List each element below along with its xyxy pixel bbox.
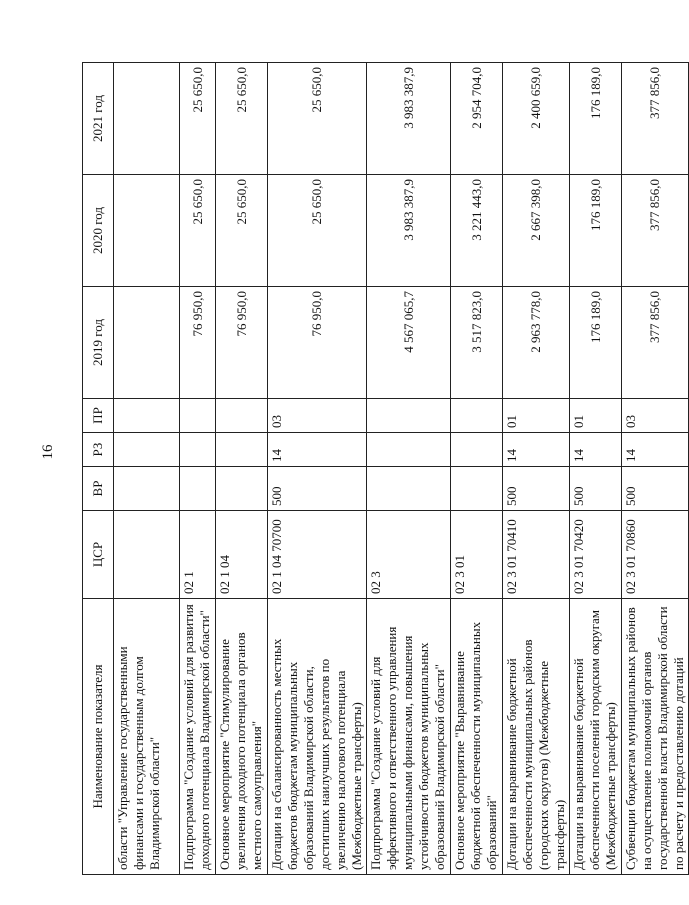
cell-csr: 02 3 01 70860 <box>622 511 689 599</box>
cell-y2021: 377 856,0 <box>622 63 689 175</box>
table-row <box>367 63 451 875</box>
cell-rz: 14 <box>503 433 570 467</box>
table-header-row <box>83 63 114 875</box>
header-pr: ПР <box>83 399 114 433</box>
cell-vr: 500 <box>570 467 622 511</box>
cell-name: Подпрограмма "Создание условий для эффективного и ответственного управления муниципальными финансами, повышения устойчивости бюджетов муниципальных образований Владимирской области" <box>367 599 451 875</box>
cell-name: Дотации на выравнивание бюджетной обеспеченности муниципальных районов (городских округов) (Межбюджетные трансферты) <box>503 599 570 875</box>
table-row <box>216 63 268 875</box>
cell-y2020: 25 650,0 <box>216 175 268 287</box>
cell-vr <box>114 467 180 511</box>
cell-csr <box>114 511 180 599</box>
cell-y2019: 3 517 823,0 <box>451 287 503 399</box>
table-row <box>114 63 180 875</box>
cell-rz: 14 <box>622 433 689 467</box>
cell-vr: 500 <box>268 467 367 511</box>
header-2021: 2021 год <box>83 63 114 175</box>
cell-y2019: 377 856,0 <box>622 287 689 399</box>
cell-rz <box>367 433 451 467</box>
cell-name: Дотации на выравнивание бюджетной обеспеченности поселений городским округам (Межбюджетные трансферты) <box>570 599 622 875</box>
header-2019: 2019 год <box>83 287 114 399</box>
cell-y2020: 25 650,0 <box>180 175 216 287</box>
cell-y2021: 25 650,0 <box>268 63 367 175</box>
budget-table <box>82 62 689 875</box>
cell-rz <box>180 433 216 467</box>
cell-name: Основное мероприятие "Выравнивание бюджетной обеспеченности муниципальных образований" <box>451 599 503 875</box>
cell-y2020 <box>114 175 180 287</box>
table-row <box>180 63 216 875</box>
cell-y2021: 176 189,0 <box>570 63 622 175</box>
cell-name: Подпрограмма "Создание условий для развития доходного потенциала Владимирской области" <box>180 599 216 875</box>
page-number: 16 <box>39 444 56 460</box>
cell-csr: 02 3 01 <box>451 511 503 599</box>
table-row <box>451 63 503 875</box>
cell-rz <box>216 433 268 467</box>
cell-name: Субвенции бюджетам муниципальных районов на осуществление полномочий органов государственной власти Владимирской области по расчету и предоставлению дотаций <box>622 599 689 875</box>
cell-pr <box>216 399 268 433</box>
cell-vr <box>216 467 268 511</box>
budget-table-container <box>82 63 686 875</box>
rotated-table-frame <box>82 63 686 875</box>
cell-rz <box>114 433 180 467</box>
cell-y2019: 76 950,0 <box>216 287 268 399</box>
cell-csr: 02 3 01 70420 <box>570 511 622 599</box>
header-2020: 2020 год <box>83 175 114 287</box>
cell-pr <box>367 399 451 433</box>
header-name: Наименование показателя <box>83 599 114 875</box>
cell-y2019: 4 567 065,7 <box>367 287 451 399</box>
cell-y2020: 3 221 443,0 <box>451 175 503 287</box>
cell-y2020: 25 650,0 <box>268 175 367 287</box>
cell-pr: 01 <box>503 399 570 433</box>
cell-y2019: 76 950,0 <box>180 287 216 399</box>
cell-y2019: 176 189,0 <box>570 287 622 399</box>
cell-y2021 <box>114 63 180 175</box>
table-row <box>268 63 367 875</box>
cell-pr <box>451 399 503 433</box>
cell-pr <box>114 399 180 433</box>
cell-vr <box>367 467 451 511</box>
cell-rz: 14 <box>570 433 622 467</box>
cell-pr: 03 <box>622 399 689 433</box>
cell-name: Основное мероприятие "Стимулирование увеличения доходного потенциала органов местного самоуправления" <box>216 599 268 875</box>
header-rz: РЗ <box>83 433 114 467</box>
cell-vr: 500 <box>622 467 689 511</box>
cell-rz <box>451 433 503 467</box>
header-csr: ЦСР <box>83 511 114 599</box>
table-row <box>570 63 622 875</box>
cell-y2021: 25 650,0 <box>180 63 216 175</box>
cell-y2021: 2 954 704,0 <box>451 63 503 175</box>
cell-csr: 02 1 04 <box>216 511 268 599</box>
cell-y2020: 377 856,0 <box>622 175 689 287</box>
cell-csr: 02 3 01 70410 <box>503 511 570 599</box>
cell-csr: 02 1 04 70700 <box>268 511 367 599</box>
cell-pr <box>180 399 216 433</box>
table-row <box>622 63 689 875</box>
cell-y2019: 2 963 778,0 <box>503 287 570 399</box>
header-vr: ВР <box>83 467 114 511</box>
cell-y2020: 3 983 387,9 <box>367 175 451 287</box>
cell-vr <box>180 467 216 511</box>
table-row <box>503 63 570 875</box>
cell-csr: 02 1 <box>180 511 216 599</box>
cell-rz: 14 <box>268 433 367 467</box>
cell-y2019: 76 950,0 <box>268 287 367 399</box>
cell-y2021: 2 400 659,0 <box>503 63 570 175</box>
cell-y2020: 176 189,0 <box>570 175 622 287</box>
cell-vr: 500 <box>503 467 570 511</box>
cell-y2021: 25 650,0 <box>216 63 268 175</box>
cell-pr: 03 <box>268 399 367 433</box>
cell-name: Дотации на сбалансированность местных бюджетов бюджетам муниципальных образований Владимирской области, достигших наилучших результатов по увеличению налогового потенциала (Межбюджетные трансферты) <box>268 599 367 875</box>
cell-pr: 01 <box>570 399 622 433</box>
cell-y2019 <box>114 287 180 399</box>
cell-y2020: 2 667 398,0 <box>503 175 570 287</box>
cell-csr: 02 3 <box>367 511 451 599</box>
cell-vr <box>451 467 503 511</box>
cell-name: области "Управление государственными финансами и государственным долгом Владимирской области" <box>114 599 180 875</box>
cell-y2021: 3 983 387,9 <box>367 63 451 175</box>
